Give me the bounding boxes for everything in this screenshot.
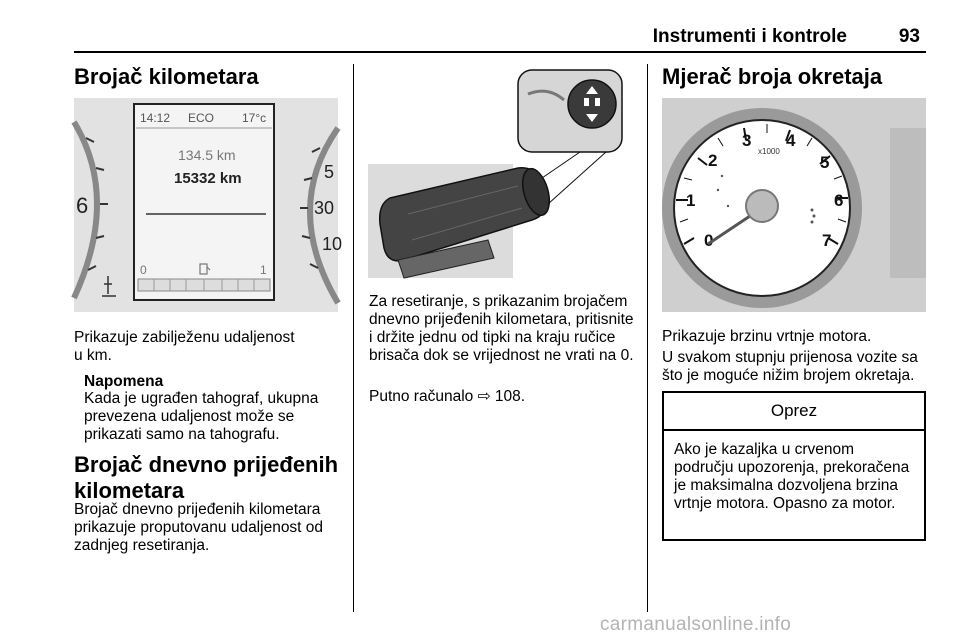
left-scale-digit: 6 — [76, 193, 89, 218]
header-rule — [74, 51, 926, 53]
tach-number-7: 7 — [822, 231, 832, 250]
wiper-stalk-illustration — [368, 64, 628, 278]
caution-title: Oprez — [664, 393, 924, 431]
fuel-gauge-max: 1 — [260, 263, 267, 277]
tach-number-5: 5 — [820, 153, 830, 172]
display-time: 14:12 — [140, 111, 171, 125]
tach-number-4: 4 — [786, 131, 796, 150]
odometer-heading: Brojač kilometara — [74, 64, 259, 89]
gear-advice: U svakom stupnju prijenosa vozite sa što je moguće nižim brojem okretaja. — [662, 349, 918, 384]
note-title: Napomena — [84, 373, 164, 390]
right-scale-digit-3: 10 — [322, 234, 343, 254]
right-scale-digit-2: 30 — [314, 198, 335, 218]
reset-instructions: Za resetiranje, s prikazanim brojačem dnevno prijeđenih kilometara, pritisnite i držite jednu od tipki na kraju ručice brisača dok se vrijednost ne vrati na 0. — [369, 293, 634, 364]
column-divider-1 — [353, 64, 354, 612]
tach-number-0: 0 — [704, 231, 714, 250]
tach-number-3: 3 — [742, 131, 752, 150]
page-number: 93 — [898, 26, 920, 47]
trip-odometer-heading: Brojač dnevno prijeđenih kilometara — [74, 452, 339, 503]
tach-unit-label: x1000 — [758, 147, 780, 156]
trip-odometer-description: Brojač dnevno prijeđenih kilometara prikazuje proputovanu udaljenost od zadnjeg resetiranja. — [74, 501, 324, 554]
caution-box — [662, 391, 926, 541]
display-temperature: 17°c — [242, 111, 267, 125]
caution-text: Ako je kazaljka u crvenom području upozorenja, prekoračena je maksimalna dozvoljena brzina vrtnje motora. Opasno za motor. — [674, 441, 910, 512]
tach-number-6: 6 — [834, 191, 844, 210]
tachometer-heading: Mjerač broja okretaja — [662, 64, 883, 89]
odometer-display-illustration — [74, 98, 343, 312]
display-eco-mode: ECO — [188, 111, 215, 125]
tach-number-2: 2 — [708, 151, 718, 170]
right-scale-digit-1: 5 — [324, 162, 335, 182]
trip-distance-readout: 134.5 km — [178, 147, 236, 163]
column-divider-2 — [647, 64, 648, 612]
fuel-gauge-min: 0 — [140, 263, 147, 277]
tach-number-1: 1 — [686, 191, 696, 210]
odometer-readout: 15332 km — [174, 170, 242, 187]
odometer-description: Prikazuje zabilježenu udaljenost u km. — [74, 329, 295, 364]
note-text: Kada je ugrađen tahograf, ukupna prevezena udaljenost može se prikazati samo na tahografu. — [84, 390, 319, 443]
tachometer-description: Prikazuje brzinu vrtnje motora. — [662, 328, 872, 345]
trip-computer-reference: Putno računalo ⇨ 108. — [369, 388, 526, 405]
watermark: carmanualsonline.info — [600, 614, 792, 635]
running-header-title: Instrumenti i kontrole — [652, 26, 847, 47]
tachometer-illustration — [662, 98, 926, 312]
